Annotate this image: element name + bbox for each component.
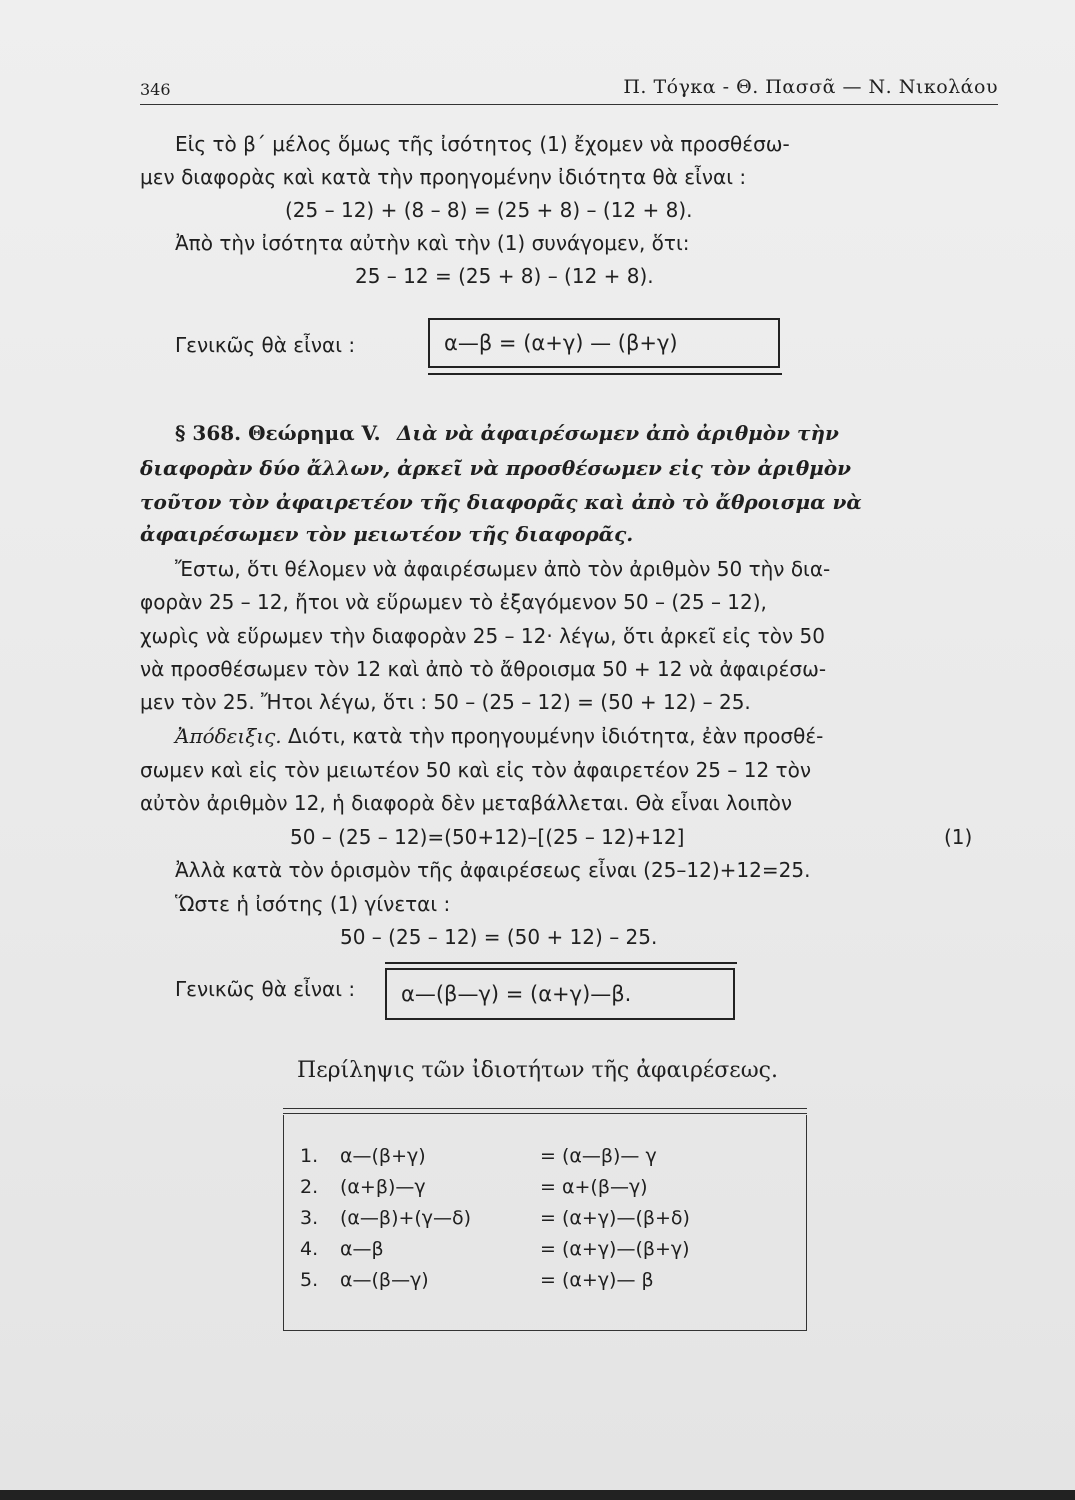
- intro-line-3: Ἀπὸ τὴν ἰσότητα αὐτὴν καὶ τὴν (1) συνάγομεν, ὅτι:: [175, 231, 690, 255]
- row-left-side: α—(β—γ): [340, 1269, 429, 1291]
- proof-line-4: Ἀλλὰ κατὰ τὸν ὁρισμὸν τῆς ἀφαιρέσεως εἶναι (25–12)+12=25.: [175, 858, 811, 882]
- row-number: 4.: [300, 1238, 319, 1260]
- theorem-label: § 368. Θεώρημα V.: [175, 421, 381, 445]
- general-label-2: Γενικῶς θὰ εἶναι :: [175, 977, 356, 1001]
- general-formula-1: α—β = (α+γ) — (β+γ): [444, 331, 678, 355]
- row-left-side: α—(β+γ): [340, 1145, 426, 1167]
- row-number: 2.: [300, 1176, 319, 1198]
- summary-table-top-rule-1: [283, 1108, 807, 1109]
- summary-title: Περίληψις τῶν ἰδιοτήτων τῆς ἀφαιρέσεως.: [297, 1058, 778, 1083]
- example-line-1: Ἔστω, ὅτι θέλομεν νὰ ἀφαιρέσωμεν ἀπὸ τὸν ἀριθμὸν 50 τὴν δια-: [175, 557, 831, 581]
- scan-bottom-edge: [0, 1490, 1075, 1500]
- proof-line-1-text: Διότι, κατὰ τὴν προηγουμένην ἰδιότητα, ἐὰν προσθέ-: [288, 724, 824, 748]
- row-right-side: = (α+γ)—(β+δ): [540, 1207, 690, 1229]
- proof-line-3: αὐτὸν ἀριθμὸν 12, ἡ διαφορὰ δὲν μεταβάλλεται. Θὰ εἶναι λοιπὸν: [140, 791, 793, 815]
- example-line-4: νὰ προσθέσωμεν τὸν 12 καὶ ἀπὸ τὸ ἄθροισμα 50 + 12 νὰ ἀφαιρέσω-: [140, 657, 827, 681]
- proof-line-1: [175, 722, 823, 750]
- intro-line-1: Εἰς τὸ β΄ μέλος ὅμως τῆς ἰσότητος (1) ἔχομεν νὰ προσθέσω-: [175, 132, 790, 156]
- example-line-5: μεν τὸν 25. Ἤτοι λέγω, ὅτι : 50 – (25 – 12) = (50 + 12) – 25.: [140, 690, 751, 714]
- general-formula-box-1: [428, 318, 780, 368]
- running-head: Π. Τόγκα - Θ. Πασσᾶ — Ν. Νικολάου: [623, 76, 998, 98]
- row-left-side: α—β: [340, 1238, 384, 1260]
- theorem-line-3: τοῦτον τὸν ἀφαιρετέον τῆς διαφορᾶς καὶ ἀπὸ τὸ ἄθροισμα νὰ: [140, 490, 862, 514]
- example-line-2: φορὰν 25 – 12, ἤτοι νὰ εὕρωμεν τὸ ἐξαγόμενον 50 – (25 – 12),: [140, 590, 767, 614]
- proof-equation-2: 50 – (25 – 12) = (50 + 12) – 25.: [340, 925, 658, 949]
- row-right-side: = (α—β)— γ: [540, 1145, 657, 1167]
- page-header: [140, 76, 998, 106]
- proof-label: Ἀπόδειξις.: [175, 724, 282, 748]
- formula-overline-2: [385, 962, 737, 964]
- general-formula-2: α—(β—γ) = (α+γ)—β.: [401, 982, 632, 1006]
- row-left-side: (α+β)—γ: [340, 1176, 426, 1198]
- summary-table: [283, 1115, 807, 1330]
- theorem-line-4: ἀφαιρέσωμεν τὸν μειωτέον τῆς διαφορᾶς.: [140, 522, 634, 546]
- row-left-side: (α—β)+(γ—δ): [340, 1207, 472, 1229]
- intro-equation-2: 25 – 12 = (25 + 8) – (12 + 8).: [355, 264, 654, 288]
- row-number: 3.: [300, 1207, 319, 1229]
- row-right-side: = (α+γ)—(β+γ): [540, 1238, 690, 1260]
- header-rule: [140, 104, 998, 105]
- proof-equation-1: 50 – (25 – 12)=(50+12)–[(25 – 12)+12]: [290, 825, 685, 849]
- formula-underline-1: [428, 373, 782, 375]
- theorem-line-1: Διὰ νὰ ἀφαιρέσωμεν ἀπὸ ἀριθμὸν τὴν: [396, 421, 839, 445]
- row-right-side: = (α+γ)— β: [540, 1269, 654, 1291]
- general-formula-box-2: [385, 968, 735, 1020]
- page-number: 346: [140, 80, 171, 99]
- summary-table-top-rule-2: [283, 1113, 807, 1114]
- row-right-side: = α+(β—γ): [540, 1176, 648, 1198]
- theorem-line-2: διαφορὰν δύο ἄλλων, ἀρκεῖ νὰ προσθέσωμεν εἰς τὸν ἀριθμὸν: [140, 456, 852, 480]
- theorem-heading: [175, 419, 839, 447]
- intro-line-2: μεν διαφορὰς καὶ κατὰ τὴν προηγομένην ἰδιότητα θὰ εἶναι :: [140, 165, 747, 189]
- proof-line-2: σωμεν καὶ εἰς τὸν μειωτέον 50 καὶ εἰς τὸν ἀφαιρετέον 25 – 12 τὸν: [140, 758, 811, 782]
- summary-table-bottom-rule: [283, 1330, 807, 1331]
- general-label-1: Γενικῶς θὰ εἶναι :: [175, 333, 356, 357]
- row-number: 5.: [300, 1269, 319, 1291]
- example-line-3: χωρὶς νὰ εὕρωμεν τὴν διαφορὰν 25 – 12· λέγω, ὅτι ἀρκεῖ εἰς τὸν 50: [140, 624, 825, 648]
- row-number: 1.: [300, 1145, 319, 1167]
- intro-equation-1: (25 – 12) + (8 – 8) = (25 + 8) – (12 + 8).: [285, 198, 693, 222]
- proof-equation-1-tag: (1): [944, 825, 973, 849]
- proof-line-5: Ὥστε ἡ ἰσότης (1) γίνεται :: [175, 892, 451, 916]
